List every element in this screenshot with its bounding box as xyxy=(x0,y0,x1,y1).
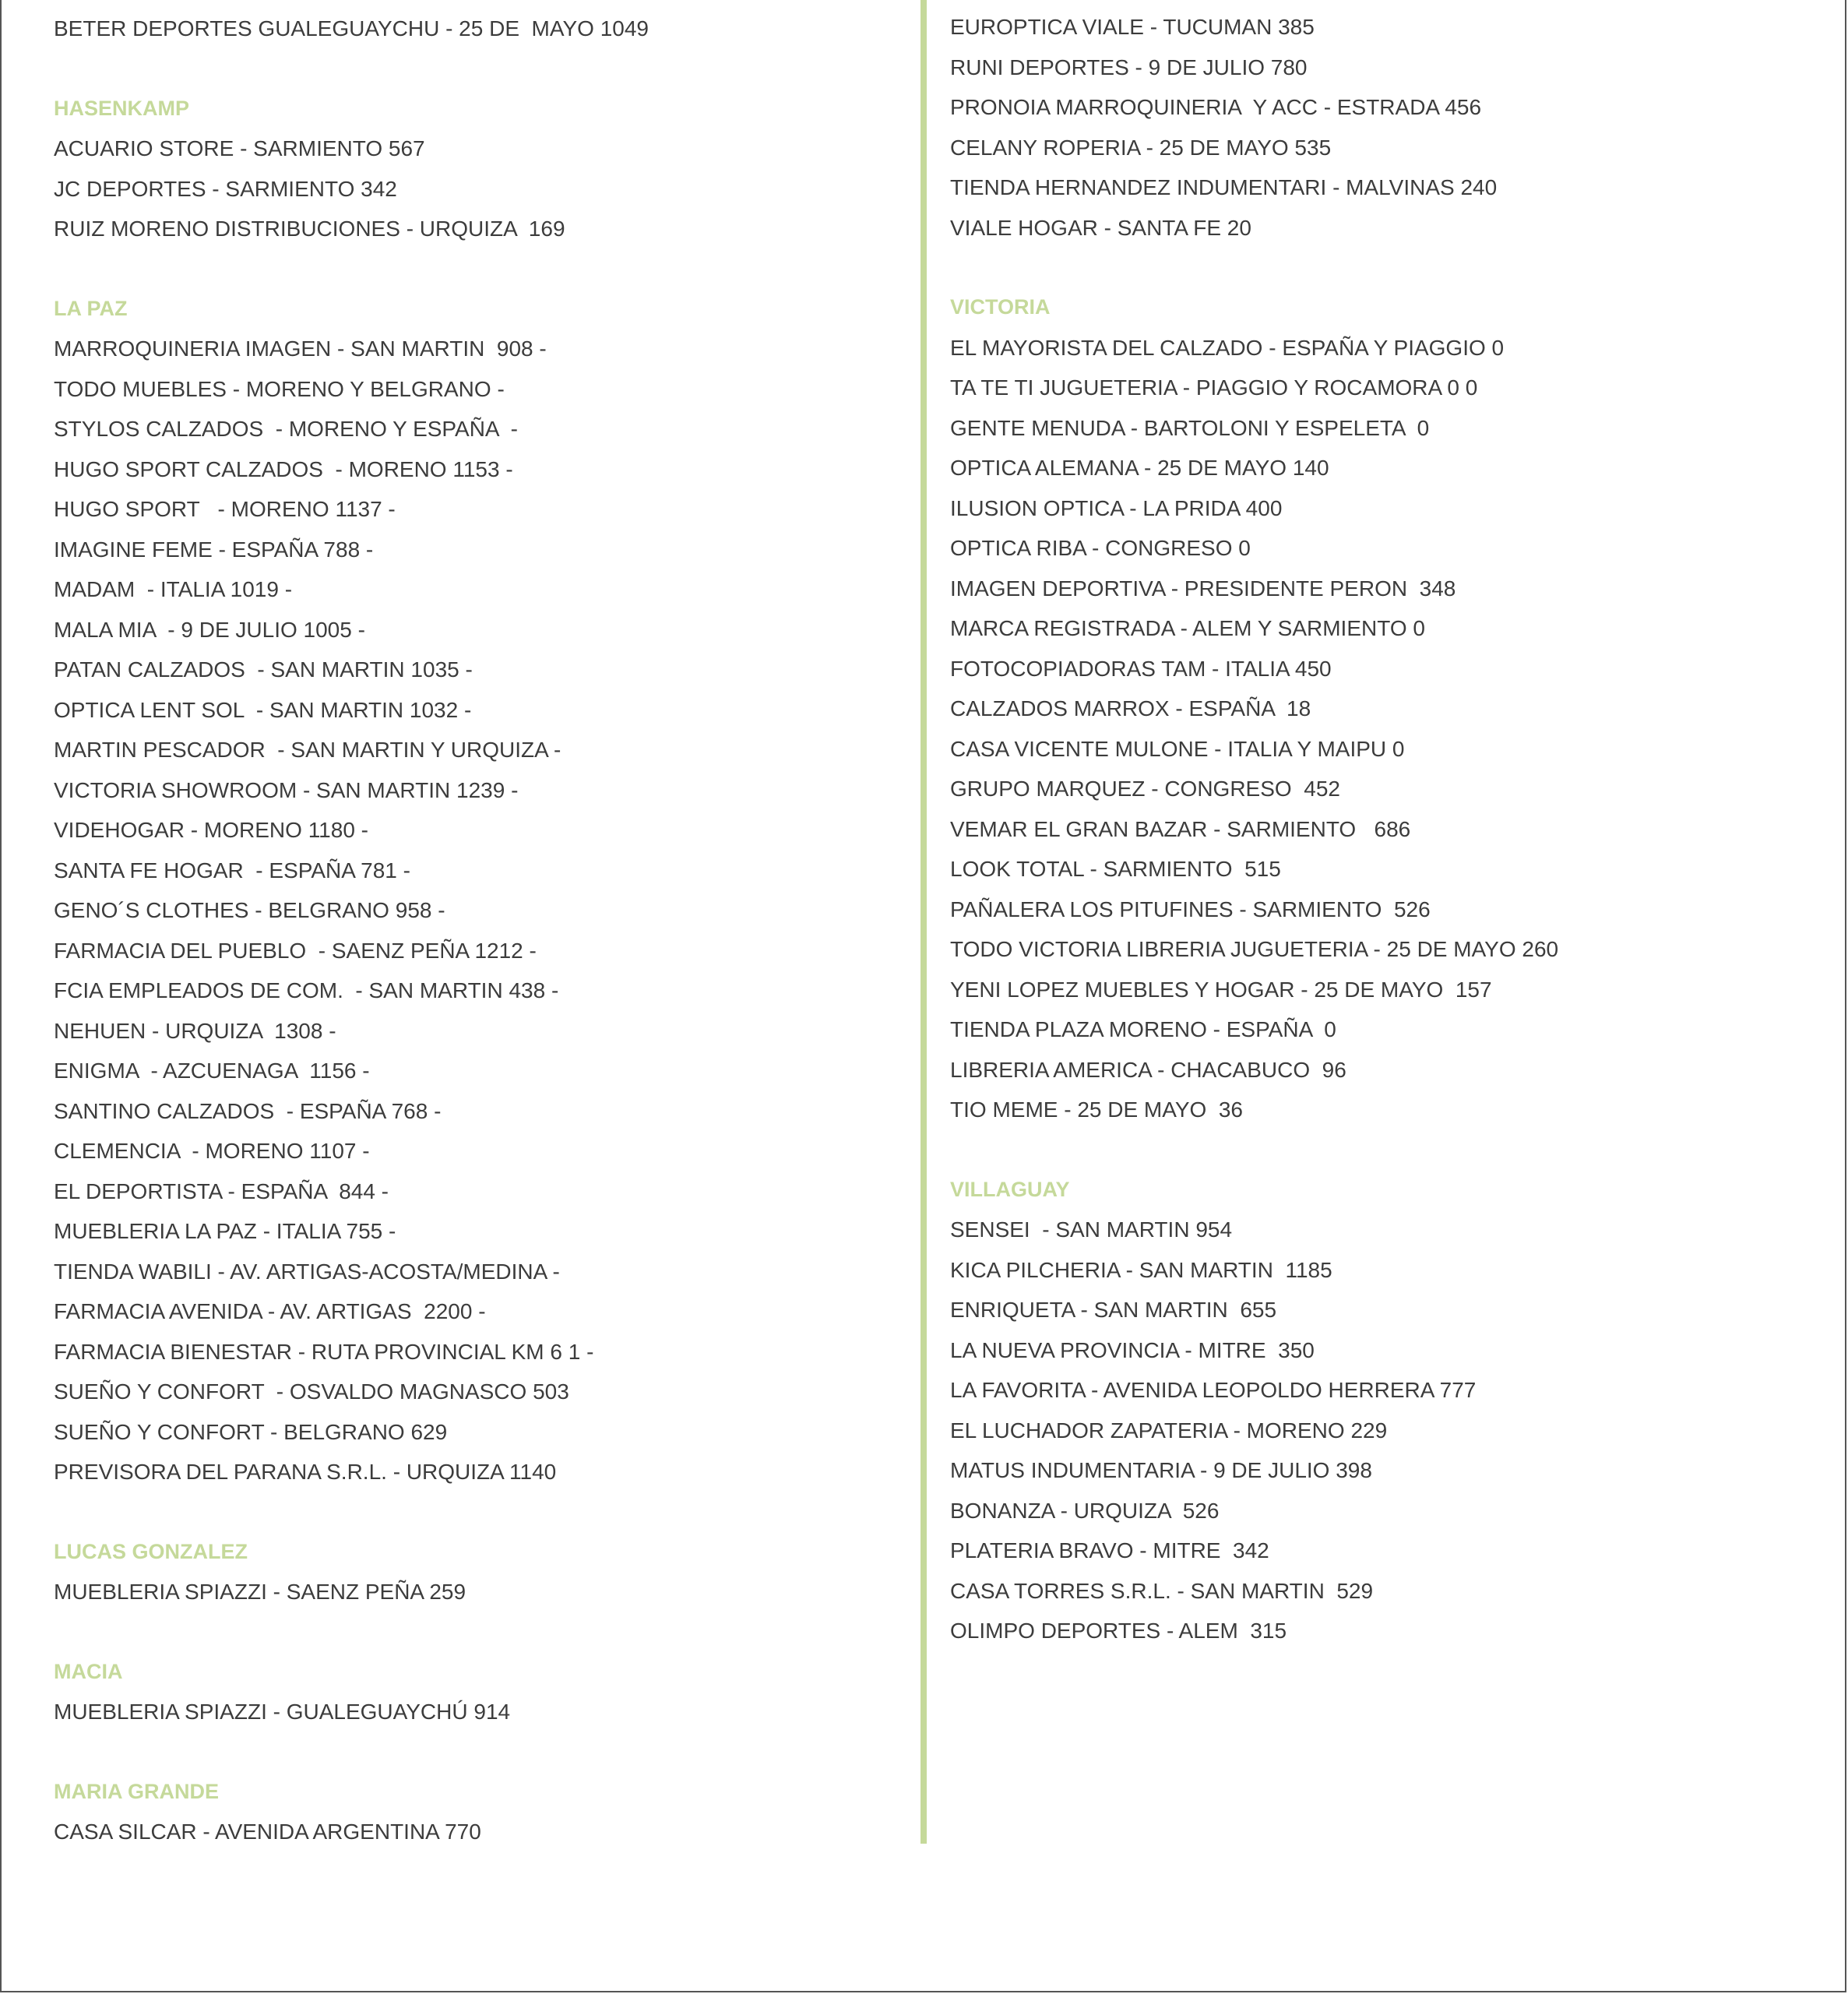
store-entry: MUEBLERIA SPIAZZI - GUALEGUAYCHÚ 914 xyxy=(54,1700,511,1724)
section-macia xyxy=(54,1652,895,1732)
store-entry: FCIA EMPLEADOS DE COM. - SAN MARTIN 438 - xyxy=(54,978,559,1002)
store-entry: OLIMPO DEPORTES - ALEM 315 xyxy=(950,1619,1287,1643)
store-entry: MATUS INDUMENTARIA - 9 DE JULIO 398 xyxy=(950,1458,1372,1482)
section-victoria xyxy=(950,287,1807,1130)
store-entry: BONANZA - URQUIZA 526 xyxy=(950,1498,1220,1523)
store-entry: FOTOCOPIADORAS TAM - ITALIA 450 xyxy=(950,656,1332,681)
store-entry: SANTINO CALZADOS - ESPAÑA 768 - xyxy=(54,1098,442,1123)
store-entry: CELANY ROPERIA - 25 DE MAYO 535 xyxy=(950,135,1332,160)
store-entry: OPTICA RIBA - CONGRESO 0 xyxy=(950,536,1251,560)
section-maria-grande xyxy=(54,1772,895,1852)
right-column xyxy=(950,7,1807,1691)
section-continued xyxy=(950,7,1807,248)
city-heading: LA PAZ xyxy=(54,296,128,320)
store-entry: BETER DEPORTES GUALEGUAYCHU - 25 DE MAYO 1049 xyxy=(54,16,649,41)
store-entry: LA NUEVA PROVINCIA - MITRE 350 xyxy=(950,1337,1315,1362)
store-entry: LA FAVORITA - AVENIDA LEOPOLDO HERRERA 777 xyxy=(950,1378,1477,1402)
store-entry: TIENDA PLAZA MORENO - ESPAÑA 0 xyxy=(950,1017,1336,1041)
store-entry: EUROPTICA VIALE - TUCUMAN 385 xyxy=(950,15,1315,39)
store-entry: PAÑALERA LOS PITUFINES - SARMIENTO 526 xyxy=(950,897,1431,921)
store-entry: SUEÑO Y CONFORT - BELGRANO 629 xyxy=(54,1419,448,1444)
city-heading: VILLAGUAY xyxy=(950,1177,1070,1201)
store-list xyxy=(54,1692,895,1732)
store-entry: VIDEHOGAR - MORENO 1180 - xyxy=(54,818,369,842)
section-la-paz xyxy=(54,289,895,1492)
store-entry: RUNI DEPORTES - 9 DE JULIO 780 xyxy=(950,55,1308,79)
store-entry: PREVISORA DEL PARANA S.R.L. - URQUIZA 1140 xyxy=(54,1460,557,1484)
store-entry: FARMACIA DEL PUEBLO - SAENZ PEÑA 1212 - xyxy=(54,938,537,963)
store-list xyxy=(54,129,895,249)
store-entry: GRUPO MARQUEZ - CONGRESO 452 xyxy=(950,777,1340,801)
store-entry: LIBRERIA AMERICA - CHACABUCO 96 xyxy=(950,1057,1346,1082)
store-entry: YENI LOPEZ MUEBLES Y HOGAR - 25 DE MAYO 157 xyxy=(950,977,1492,1002)
city-heading: HASENKAMP xyxy=(54,96,190,120)
store-entry: OPTICA LENT SOL - SAN MARTIN 1032 - xyxy=(54,697,472,722)
store-entry: PLATERIA BRAVO - MITRE 342 xyxy=(950,1538,1269,1562)
store-entry: IMAGEN DEPORTIVA - PRESIDENTE PERON 348 xyxy=(950,576,1456,601)
store-entry: JC DEPORTES - SARMIENTO 342 xyxy=(54,176,397,201)
store-entry: KICA PILCHERIA - SAN MARTIN 1185 xyxy=(950,1257,1332,1282)
city-heading: VICTORIA xyxy=(950,295,1051,319)
section-villaguay xyxy=(950,1170,1807,1651)
store-entry: MADAM - ITALIA 1019 - xyxy=(54,577,293,601)
store-entry: IMAGINE FEME - ESPAÑA 788 - xyxy=(54,537,374,562)
store-entry: STYLOS CALZADOS - MORENO Y ESPAÑA - xyxy=(54,417,518,441)
store-list xyxy=(54,329,895,1492)
store-entry: TA TE TI JUGUETERIA - PIAGGIO Y ROCAMORA 0 0 xyxy=(950,375,1478,400)
store-entry: CASA TORRES S.R.L. - SAN MARTIN 529 xyxy=(950,1578,1374,1603)
store-entry: HUGO SPORT CALZADOS - MORENO 1153 - xyxy=(54,456,513,481)
store-entry: SENSEI - SAN MARTIN 954 xyxy=(950,1217,1233,1242)
store-entry: EL MAYORISTA DEL CALZADO - ESPAÑA Y PIAGGIO 0 xyxy=(950,335,1505,360)
store-entry: TODO VICTORIA LIBRERIA JUGUETERIA - 25 DE MAYO 260 xyxy=(950,937,1559,961)
store-entry: HUGO SPORT - MORENO 1137 - xyxy=(54,497,396,521)
left-column xyxy=(54,9,895,1892)
store-entry: SUEÑO Y CONFORT - OSVALDO MAGNASCO 503 xyxy=(54,1379,569,1404)
store-entry: TIENDA HERNANDEZ INDUMENTARI - MALVINAS 240 xyxy=(950,175,1498,199)
store-list xyxy=(950,1210,1807,1651)
store-entry: MARROQUINERIA IMAGEN - SAN MARTIN 908 - xyxy=(54,336,547,361)
store-entry: CASA VICENTE MULONE - ITALIA Y MAIPU 0 xyxy=(950,736,1405,761)
store-entry: OPTICA ALEMANA - 25 DE MAYO 140 xyxy=(950,456,1329,480)
store-entry: TIENDA WABILI - AV. ARTIGAS-ACOSTA/MEDINA - xyxy=(54,1259,560,1284)
store-list xyxy=(950,7,1807,248)
store-entry: MARCA REGISTRADA - ALEM Y SARMIENTO 0 xyxy=(950,616,1425,640)
store-entry: MUEBLERIA SPIAZZI - SAENZ PEÑA 259 xyxy=(54,1580,466,1604)
store-entry: TODO MUEBLES - MORENO Y BELGRANO - xyxy=(54,376,505,401)
store-entry: SANTA FE HOGAR - ESPAÑA 781 - xyxy=(54,858,410,883)
store-entry: LOOK TOTAL - SARMIENTO 515 xyxy=(950,857,1281,881)
store-entry: MALA MIA - 9 DE JULIO 1005 - xyxy=(54,617,365,642)
store-entry: GENTE MENUDA - BARTOLONI Y ESPELETA 0 xyxy=(950,415,1430,440)
store-entry: CASA SILCAR - AVENIDA ARGENTINA 770 xyxy=(54,1820,481,1844)
store-entry: CLEMENCIA - MORENO 1107 - xyxy=(54,1139,370,1163)
store-entry: PATAN CALZADOS - SAN MARTIN 1035 - xyxy=(54,657,473,682)
store-entry: FARMACIA BIENESTAR - RUTA PROVINCIAL KM 6 1 - xyxy=(54,1339,594,1364)
store-entry: CALZADOS MARROX - ESPAÑA 18 xyxy=(950,696,1311,720)
city-heading: MACIA xyxy=(54,1659,123,1683)
store-entry: ENRIQUETA - SAN MARTIN 655 xyxy=(950,1298,1277,1322)
store-entry: EL DEPORTISTA - ESPAÑA 844 - xyxy=(54,1178,389,1203)
section-hasenkamp xyxy=(54,89,895,249)
store-entry: NEHUEN - URQUIZA 1308 - xyxy=(54,1018,336,1043)
store-entry: VIALE HOGAR - SANTA FE 20 xyxy=(950,215,1251,240)
store-list xyxy=(54,1572,895,1612)
section-lucas-gonzalez xyxy=(54,1532,895,1612)
store-entry: FARMACIA AVENIDA - AV. ARTIGAS 2200 - xyxy=(54,1299,486,1323)
store-entry: TIO MEME - 25 DE MAYO 36 xyxy=(950,1097,1244,1122)
store-entry: EL LUCHADOR ZAPATERIA - MORENO 229 xyxy=(950,1418,1388,1443)
store-entry: MUEBLERIA LA PAZ - ITALIA 755 - xyxy=(54,1219,396,1243)
store-entry: GENO´S CLOTHES - BELGRANO 958 - xyxy=(54,898,445,922)
store-entry: ENIGMA - AZCUENAGA 1156 - xyxy=(54,1059,370,1083)
city-heading: LUCAS GONZALEZ xyxy=(54,1539,248,1563)
city-heading: MARIA GRANDE xyxy=(54,1779,219,1803)
store-entry: RUIZ MORENO DISTRIBUCIONES - URQUIZA 169 xyxy=(54,217,565,241)
store-entry: ACUARIO STORE - SARMIENTO 567 xyxy=(54,136,425,160)
section-continued xyxy=(54,9,895,49)
store-entry: VICTORIA SHOWROOM - SAN MARTIN 1239 - xyxy=(54,777,519,802)
store-list xyxy=(54,9,895,49)
store-list xyxy=(950,328,1807,1130)
store-list xyxy=(54,1812,895,1852)
store-entry: PRONOIA MARROQUINERIA Y ACC - ESTRADA 456 xyxy=(950,95,1482,119)
store-entry: ILUSION OPTICA - LA PRIDA 400 xyxy=(950,495,1283,520)
store-entry: MARTIN PESCADOR - SAN MARTIN Y URQUIZA - xyxy=(54,738,561,762)
store-entry: VEMAR EL GRAN BAZAR - SARMIENTO 686 xyxy=(950,816,1411,841)
column-divider xyxy=(920,0,927,1844)
